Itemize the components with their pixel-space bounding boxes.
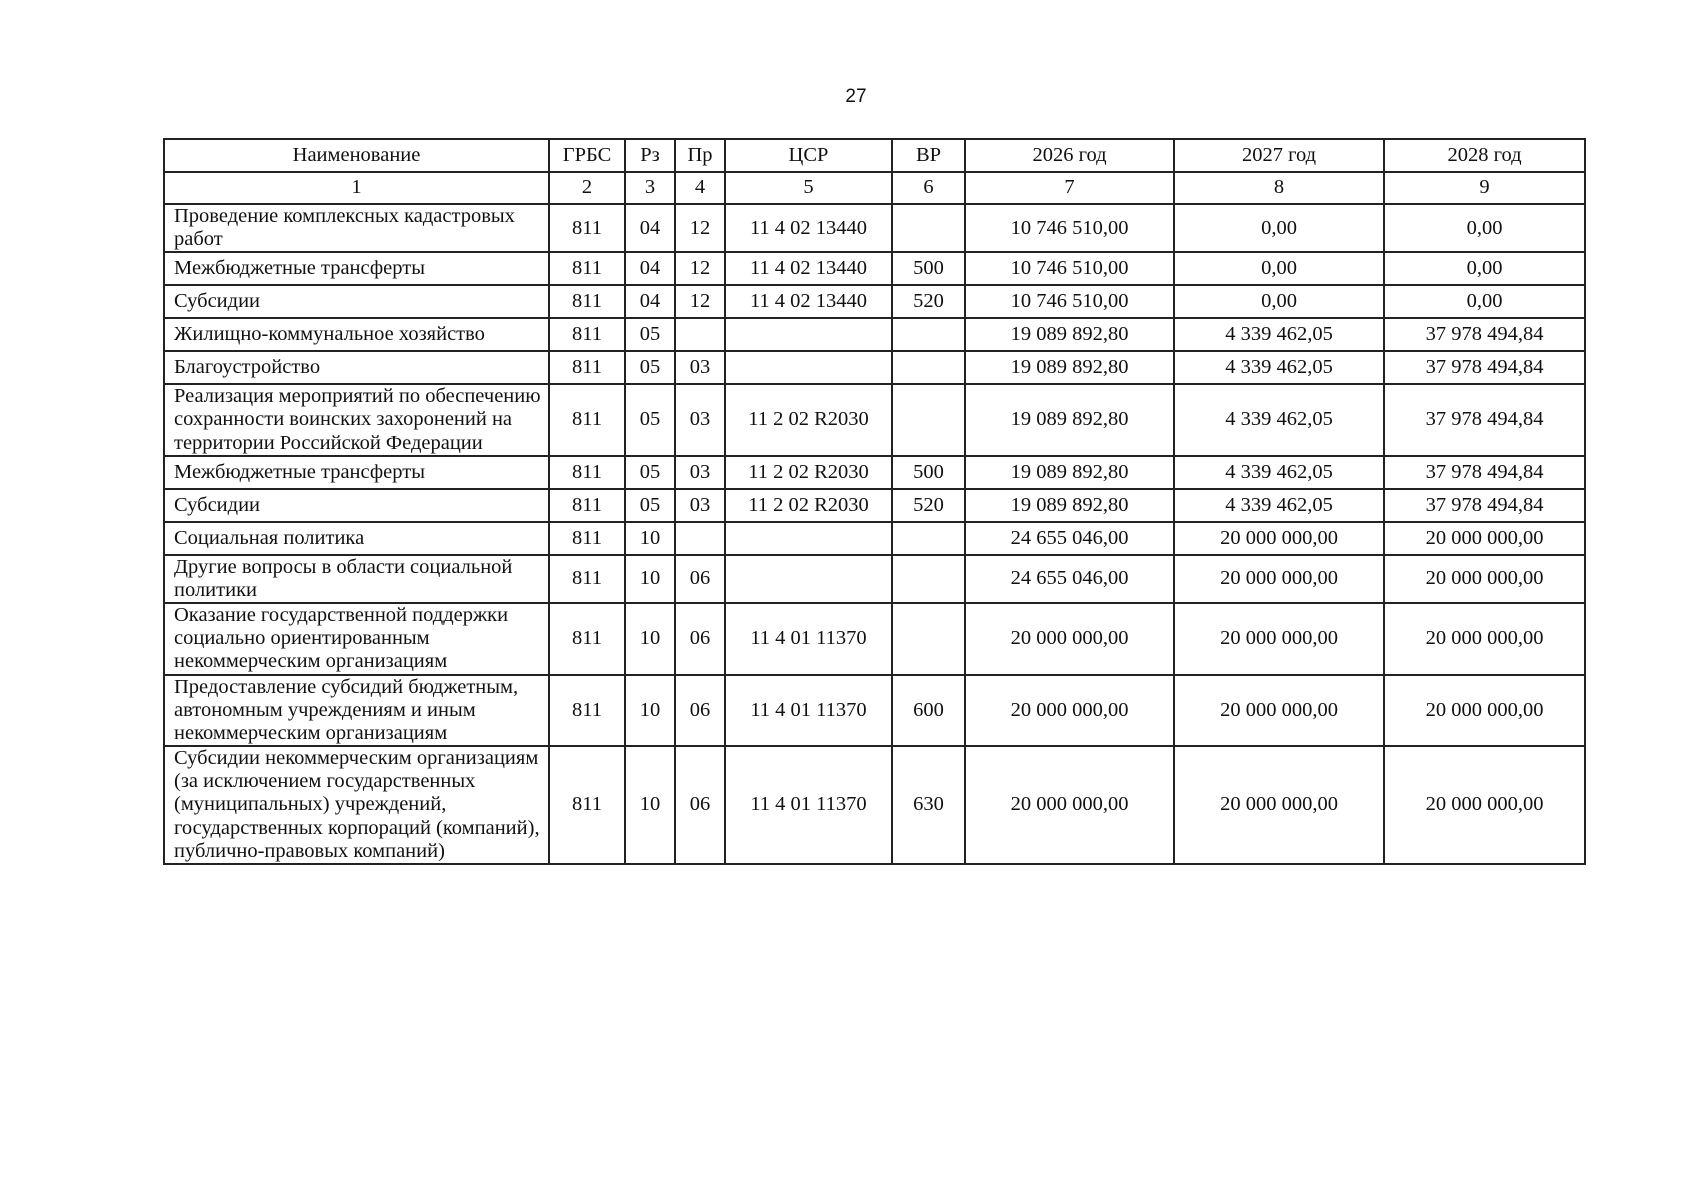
cell-2028: 20 000 000,00 xyxy=(1384,522,1585,555)
cell-2026: 10 746 510,00 xyxy=(965,204,1174,252)
header-grbs: ГРБС xyxy=(549,139,625,172)
cell-2027: 4 339 462,05 xyxy=(1174,384,1384,455)
cell-2028: 37 978 494,84 xyxy=(1384,489,1585,522)
cell-grbs: 811 xyxy=(549,351,625,384)
cell-pr: 03 xyxy=(675,489,725,522)
cell-rz: 05 xyxy=(625,489,675,522)
cell-2028: 20 000 000,00 xyxy=(1384,603,1585,674)
cell-rz: 05 xyxy=(625,318,675,351)
header-rz: Рз xyxy=(625,139,675,172)
cell-2026: 19 089 892,80 xyxy=(965,318,1174,351)
cell-vr: 500 xyxy=(892,252,965,285)
column-number: 5 xyxy=(725,172,892,204)
cell-2027: 4 339 462,05 xyxy=(1174,456,1384,489)
cell-csr: 11 4 02 13440 xyxy=(725,204,892,252)
header-2028: 2028 год xyxy=(1384,139,1585,172)
table-header xyxy=(164,139,1585,172)
cell-2027: 0,00 xyxy=(1174,204,1384,252)
cell-name: Субсидии xyxy=(164,489,549,522)
cell-rz: 10 xyxy=(625,746,675,864)
table-row xyxy=(164,318,1585,351)
cell-2026: 19 089 892,80 xyxy=(965,489,1174,522)
cell-pr: 12 xyxy=(675,204,725,252)
cell-name: Реализация мероприятий по обеспечению сохранности воинских захоронений на территории Российской Федерации xyxy=(164,384,549,455)
header-2026: 2026 год xyxy=(965,139,1174,172)
table-row xyxy=(164,204,1585,252)
cell-rz: 04 xyxy=(625,204,675,252)
cell-pr: 03 xyxy=(675,351,725,384)
header-2027: 2027 год xyxy=(1174,139,1384,172)
cell-name: Оказание государственной поддержки социально ориентированным некоммерческим организациям xyxy=(164,603,549,674)
cell-2027: 20 000 000,00 xyxy=(1174,522,1384,555)
cell-rz: 05 xyxy=(625,456,675,489)
cell-csr: 11 2 02 R2030 xyxy=(725,456,892,489)
cell-2028: 0,00 xyxy=(1384,285,1585,318)
cell-grbs: 811 xyxy=(549,675,625,746)
cell-csr xyxy=(725,555,892,603)
cell-grbs: 811 xyxy=(549,746,625,864)
table-row xyxy=(164,603,1585,674)
cell-2026: 19 089 892,80 xyxy=(965,384,1174,455)
cell-name: Благоустройство xyxy=(164,351,549,384)
table-row xyxy=(164,489,1585,522)
cell-2026: 10 746 510,00 xyxy=(965,252,1174,285)
cell-rz: 05 xyxy=(625,384,675,455)
cell-rz: 10 xyxy=(625,555,675,603)
cell-pr xyxy=(675,522,725,555)
cell-vr xyxy=(892,522,965,555)
cell-grbs: 811 xyxy=(549,285,625,318)
cell-pr: 03 xyxy=(675,456,725,489)
cell-csr: 11 4 01 11370 xyxy=(725,675,892,746)
cell-grbs: 811 xyxy=(549,522,625,555)
cell-vr xyxy=(892,318,965,351)
cell-2028: 20 000 000,00 xyxy=(1384,675,1585,746)
cell-csr xyxy=(725,351,892,384)
cell-name: Предоставление субсидий бюджетным, автономным учреждениям и иным некоммерческим организациям xyxy=(164,675,549,746)
cell-csr: 11 4 02 13440 xyxy=(725,252,892,285)
cell-vr: 520 xyxy=(892,285,965,318)
cell-2027: 20 000 000,00 xyxy=(1174,603,1384,674)
cell-name: Жилищно-коммунальное хозяйство xyxy=(164,318,549,351)
cell-2027: 20 000 000,00 xyxy=(1174,675,1384,746)
cell-csr: 11 4 01 11370 xyxy=(725,746,892,864)
column-number: 1 xyxy=(164,172,549,204)
table-row xyxy=(164,351,1585,384)
cell-grbs: 811 xyxy=(549,384,625,455)
header-row xyxy=(164,139,1585,172)
header-vr: ВР xyxy=(892,139,965,172)
cell-rz: 10 xyxy=(625,522,675,555)
cell-pr xyxy=(675,318,725,351)
cell-pr: 06 xyxy=(675,746,725,864)
table-row xyxy=(164,746,1585,864)
cell-vr: 630 xyxy=(892,746,965,864)
header-pr: Пр xyxy=(675,139,725,172)
cell-name: Социальная политика xyxy=(164,522,549,555)
table-row xyxy=(164,252,1585,285)
cell-2028: 0,00 xyxy=(1384,204,1585,252)
cell-2028: 20 000 000,00 xyxy=(1384,555,1585,603)
cell-2028: 20 000 000,00 xyxy=(1384,746,1585,864)
table-row xyxy=(164,285,1585,318)
column-number: 2 xyxy=(549,172,625,204)
cell-rz: 10 xyxy=(625,675,675,746)
cell-2027: 20 000 000,00 xyxy=(1174,555,1384,603)
cell-2027: 0,00 xyxy=(1174,252,1384,285)
table-body xyxy=(164,172,1585,864)
page-number: 27 xyxy=(845,86,867,107)
cell-pr: 06 xyxy=(675,603,725,674)
cell-2028: 37 978 494,84 xyxy=(1384,456,1585,489)
cell-grbs: 811 xyxy=(549,204,625,252)
cell-2026: 20 000 000,00 xyxy=(965,746,1174,864)
cell-csr: 11 4 01 11370 xyxy=(725,603,892,674)
cell-name: Межбюджетные трансферты xyxy=(164,252,549,285)
cell-2027: 4 339 462,05 xyxy=(1174,351,1384,384)
cell-2027: 0,00 xyxy=(1174,285,1384,318)
cell-2028: 0,00 xyxy=(1384,252,1585,285)
cell-2026: 24 655 046,00 xyxy=(965,522,1174,555)
cell-csr xyxy=(725,522,892,555)
table-row xyxy=(164,555,1585,603)
cell-name: Другие вопросы в области социальной политики xyxy=(164,555,549,603)
table-row xyxy=(164,675,1585,746)
cell-csr: 11 2 02 R2030 xyxy=(725,489,892,522)
cell-name: Субсидии xyxy=(164,285,549,318)
cell-vr: 600 xyxy=(892,675,965,746)
cell-grbs: 811 xyxy=(549,603,625,674)
table-row xyxy=(164,522,1585,555)
cell-pr: 03 xyxy=(675,384,725,455)
cell-vr xyxy=(892,603,965,674)
column-number: 9 xyxy=(1384,172,1585,204)
cell-grbs: 811 xyxy=(549,489,625,522)
cell-pr: 06 xyxy=(675,555,725,603)
cell-csr: 11 2 02 R2030 xyxy=(725,384,892,455)
cell-rz: 10 xyxy=(625,603,675,674)
column-number-row xyxy=(164,172,1585,204)
cell-grbs: 811 xyxy=(549,318,625,351)
cell-name: Проведение комплексных кадастровых работ xyxy=(164,204,549,252)
cell-pr: 12 xyxy=(675,252,725,285)
cell-vr xyxy=(892,204,965,252)
header-name: Наименование xyxy=(164,139,549,172)
cell-2026: 20 000 000,00 xyxy=(965,675,1174,746)
cell-rz: 05 xyxy=(625,351,675,384)
table-row xyxy=(164,456,1585,489)
cell-2026: 19 089 892,80 xyxy=(965,456,1174,489)
cell-vr: 520 xyxy=(892,489,965,522)
cell-csr: 11 4 02 13440 xyxy=(725,285,892,318)
header-csr: ЦСР xyxy=(725,139,892,172)
cell-grbs: 811 xyxy=(549,252,625,285)
cell-pr: 06 xyxy=(675,675,725,746)
table-row xyxy=(164,384,1585,455)
cell-vr: 500 xyxy=(892,456,965,489)
cell-2028: 37 978 494,84 xyxy=(1384,384,1585,455)
column-number: 4 xyxy=(675,172,725,204)
cell-2026: 10 746 510,00 xyxy=(965,285,1174,318)
cell-grbs: 811 xyxy=(549,456,625,489)
cell-2027: 4 339 462,05 xyxy=(1174,489,1384,522)
cell-grbs: 811 xyxy=(549,555,625,603)
cell-vr xyxy=(892,351,965,384)
cell-name: Межбюджетные трансферты xyxy=(164,456,549,489)
cell-2026: 24 655 046,00 xyxy=(965,555,1174,603)
budget-table xyxy=(163,138,1586,865)
cell-2026: 20 000 000,00 xyxy=(965,603,1174,674)
column-number: 8 xyxy=(1174,172,1384,204)
cell-vr xyxy=(892,384,965,455)
cell-csr xyxy=(725,318,892,351)
cell-name: Субсидии некоммерческим организациям (за исключением государственных (муниципальных) учреждений, государственных корпораций (компаний), публично-правовых компаний) xyxy=(164,746,549,864)
cell-rz: 04 xyxy=(625,285,675,318)
column-number: 7 xyxy=(965,172,1174,204)
cell-2027: 4 339 462,05 xyxy=(1174,318,1384,351)
column-number: 3 xyxy=(625,172,675,204)
cell-rz: 04 xyxy=(625,252,675,285)
cell-2026: 19 089 892,80 xyxy=(965,351,1174,384)
cell-2028: 37 978 494,84 xyxy=(1384,318,1585,351)
cell-pr: 12 xyxy=(675,285,725,318)
column-number: 6 xyxy=(892,172,965,204)
cell-2027: 20 000 000,00 xyxy=(1174,746,1384,864)
cell-2028: 37 978 494,84 xyxy=(1384,351,1585,384)
cell-vr xyxy=(892,555,965,603)
